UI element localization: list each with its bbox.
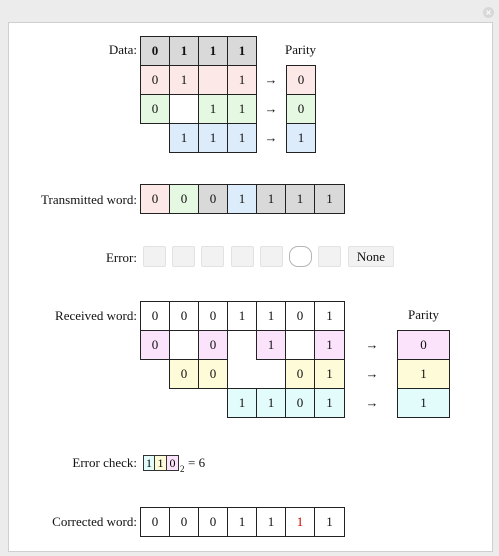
received-bit: 1 [314,301,345,331]
error-check-result: = 6 [188,455,206,470]
error-check-bit: 0 [166,455,179,471]
data-row1-cell: 0 [140,65,170,95]
data-row1-cell: 1 [227,65,257,95]
corrected-bit: 0 [198,507,228,537]
received-parity-label: Parity [408,307,440,322]
corrected-bit-highlighted: 1 [285,507,315,537]
received-bit: 0 [285,301,315,331]
corrected-bit: 1 [227,507,257,537]
received-row1-cell: 0 [140,330,170,360]
corrected-bit: 0 [140,507,170,537]
data-row2-cell: 1 [198,94,228,124]
arrow-icon: → [365,337,379,352]
error-position-button-6[interactable] [289,246,312,267]
received-bit: 0 [169,301,199,331]
received-bit: 1 [227,301,257,331]
error-check-bit: 1 [143,455,155,471]
arrow-icon: → [264,130,278,145]
data-row3-cell: 1 [169,123,199,153]
data-row2-cell: 0 [140,94,170,124]
data-bit-cell: 1 [227,36,257,66]
received-row1-cell: 0 [198,330,228,360]
data-parity-label: Parity [285,42,317,57]
data-parity-cell: 0 [286,94,316,124]
error-position-button-2[interactable] [172,246,195,267]
received-row2-cell: 1 [314,359,345,389]
transmitted-bit: 1 [227,184,257,214]
data-label: Data: [108,42,137,57]
corrected-bit: 1 [314,507,345,537]
arrow-icon: → [365,366,379,381]
transmitted-bit: 1 [256,184,286,214]
received-row3-cell: 0 [285,388,315,418]
error-check-label: Error check: [72,455,137,470]
transmitted-bit: 0 [169,184,199,214]
error-check-bit: 1 [154,455,167,471]
error-label: Error: [105,250,137,265]
error-position-button-5[interactable] [260,246,283,267]
received-bit: 1 [256,301,286,331]
received-row3-cell: 1 [227,388,257,418]
transmitted-bit: 1 [314,184,345,214]
arrow-icon: → [264,101,278,116]
received-bit: 0 [198,301,228,331]
arrow-icon: → [365,395,379,410]
data-bit-cell: 1 [198,36,228,66]
data-row1-cell [198,65,228,95]
transmitted-bit: 0 [198,184,228,214]
received-row2-cell: 0 [285,359,315,389]
data-row3-cell: 1 [198,123,228,153]
error-none-button[interactable]: None [348,246,394,267]
data-parity-cell: 1 [286,123,316,153]
received-row2-cell: 0 [198,359,228,389]
data-bit-cell: 1 [169,36,199,66]
received-row3-cell: 1 [256,388,286,418]
transmitted-bit: 1 [285,184,315,214]
received-label: Received word: [55,308,137,323]
error-position-button-4[interactable] [231,246,254,267]
received-row3-cell: 1 [314,388,345,418]
received-row2-cell: 0 [169,359,199,389]
received-row1-cell: 1 [314,330,345,360]
error-position-button-3[interactable] [201,246,224,267]
corrected-bit: 0 [169,507,199,537]
received-parity-cell: 1 [397,359,450,389]
received-bit: 0 [140,301,170,331]
data-row2-cell: 1 [227,94,257,124]
arrow-icon: → [264,72,278,87]
data-bit-cell: 0 [140,36,170,66]
data-row3-cell: 1 [227,123,257,153]
corrected-bit: 1 [256,507,286,537]
transmitted-label: Transmitted word: [41,192,137,207]
corrected-label: Corrected word: [52,514,137,529]
received-parity-cell: 0 [397,330,450,360]
data-parity-cell: 0 [286,65,316,95]
error-position-button-1[interactable] [143,246,166,267]
received-row1-cell: 1 [256,330,286,360]
error-check-base: 2 [180,464,185,474]
transmitted-bit: 0 [140,184,170,214]
data-row1-cell: 1 [169,65,199,95]
received-parity-cell: 1 [397,388,450,418]
close-icon[interactable]: × [483,7,494,18]
error-position-button-7[interactable] [318,246,341,267]
